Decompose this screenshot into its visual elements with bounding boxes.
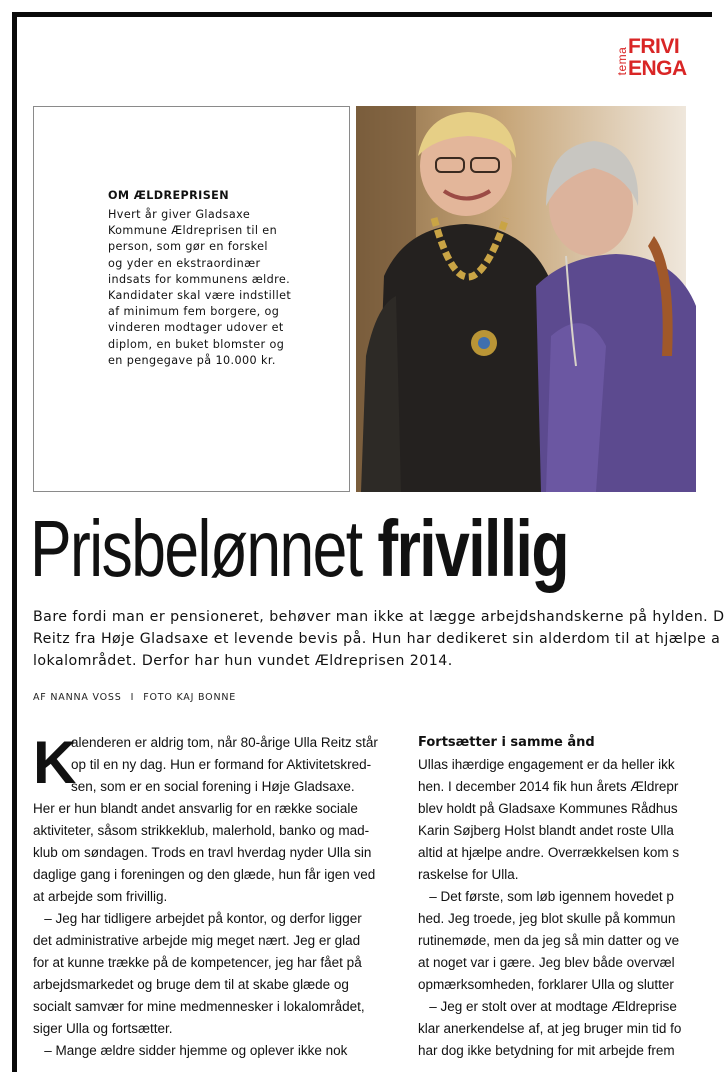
subheading: Fortsætter i samme ånd	[418, 735, 595, 750]
fact-box-line: af minimum fem borgere, og	[108, 305, 280, 319]
body-column-left	[33, 729, 393, 1062]
section-tag	[612, 35, 692, 88]
headline-bold: frivillig	[377, 504, 568, 593]
body-line: – Jeg har tidligere arbejdet på kontor, og derfor ligger	[33, 911, 362, 926]
byline	[33, 692, 236, 703]
byline-photo: FOTO KAJ BONNE	[143, 692, 237, 703]
section-title-line-1: FRIVI	[628, 35, 680, 58]
body-line: blev holdt på Gladsaxe Kommunes Rådhus	[418, 801, 678, 816]
body-line: – Jeg er stolt over at modtage Ældreprise	[418, 999, 677, 1014]
body-line: for at kunne trække på de kompetencer, jeg har fået på	[33, 955, 362, 970]
lead-line: Reitz fra Høje Gladsaxe et levende bevis på. Hun har dedikeret sin alderdom til at hjælpe a	[33, 631, 721, 647]
body-column-right	[418, 732, 718, 1062]
body-line: Karin Søjberg Holst blandt andet roste Ulla	[418, 823, 674, 838]
fact-box-line: og yder en ekstraordinær	[108, 256, 261, 270]
body-line: klub om søndagen. Trods en travl hverdag nyder Ulla sin	[33, 845, 372, 860]
body-line: op til en ny dag. Hun er formand for Aktivitetskred-	[71, 757, 372, 772]
fact-box-text	[108, 207, 308, 369]
body-line: at noget var i gære. Jeg blev både overvæl	[418, 955, 675, 970]
photo-illustration	[356, 106, 686, 492]
body-line: – Mange ældre sidder hjemme og oplever ikke nok	[33, 1043, 348, 1058]
fact-box-line: Hvert år giver Gladsaxe	[108, 208, 251, 221]
body-line: arbejdsmarkedet og bruge dem til at skabe glæde og	[33, 977, 349, 992]
body-line: klar anerkendelse af, at jeg bruger min tid fo	[418, 1021, 682, 1036]
body-line: siger Ulla og fortsætter.	[33, 1021, 173, 1036]
body-line: sen, som er en social forening i Høje Gladsaxe.	[71, 779, 355, 794]
headline	[30, 504, 568, 594]
fact-box-line: en pengegave på 10.000 kr.	[108, 353, 276, 367]
fact-box-line: Kommune Ældreprisen til en	[108, 224, 278, 238]
fact-box-line: indsats for kommunens ældre.	[108, 272, 291, 286]
body-line: altid at hjælpe andre. Overrækkelsen kom s	[418, 845, 680, 860]
body-line: Her er hun blandt andet ansvarlig for en række sociale	[33, 801, 358, 816]
body-line: rutinemøde, men da jeg så min datter og ve	[418, 933, 680, 948]
fact-box-line: diplom, en buket blomster og	[108, 337, 285, 351]
body-line: – Det første, som løb igennem hovedet p	[418, 889, 674, 904]
body-line: aktiviteter, såsom strikkeklub, malerhold, banko og mad-	[33, 823, 370, 838]
body-line: socialt samvær for mine medmennesker i lokalområdet,	[33, 999, 365, 1014]
body-line: har dog ikke betydning for mit arbejde frem	[418, 1043, 675, 1058]
body-line: at arbejde som frivillig.	[33, 889, 168, 904]
body-line: alenderen er aldrig tom, når 80-årige Ulla Reitz står	[71, 735, 378, 750]
lead-line: lokalområdet. Derfor har hun vundet Ældreprisen 2014.	[33, 653, 453, 669]
body-line: hen. I december 2014 fik hun årets Ældrepr	[418, 779, 679, 794]
drop-cap: K	[33, 729, 77, 796]
lead-line: Bare fordi man er pensioneret, behøver man ikke at lægge arbejdshandskerne på hylden. D	[33, 609, 724, 625]
fact-box-line: Kandidater skal være indstillet	[108, 289, 292, 303]
byline-separator: I	[130, 692, 135, 703]
byline-author: AF NANNA VOSS	[33, 692, 122, 703]
section-tema-label: tema	[615, 46, 629, 76]
body-line: daglige gang i foreningen og den glæde, hun får igen ved	[33, 867, 376, 882]
section-title	[628, 36, 687, 80]
body-line: det administrative arbejde mig meget nært. Jeg er glad	[33, 933, 361, 948]
body-line: Ullas ihærdige engagement er da heller ikk	[418, 757, 675, 772]
fact-box-line: vinderen modtager udover et	[108, 321, 284, 335]
body-line: raskelse for Ulla.	[418, 867, 519, 882]
body-line: opmærksomheden, forklarer Ulla og slutter	[418, 977, 674, 992]
headline-light: Prisbelønnet	[30, 504, 378, 593]
fact-box-line: person, som gør en forskel	[108, 240, 268, 254]
body-line: hed. Jeg troede, jeg blot skulle på kommun	[418, 911, 676, 926]
section-title-line-2: ENGA	[628, 57, 687, 80]
lead-paragraph	[33, 606, 724, 672]
article-photo	[356, 106, 686, 492]
fact-box	[33, 106, 350, 492]
fact-box-title: OM ÆLDREPRISEN	[108, 189, 229, 202]
